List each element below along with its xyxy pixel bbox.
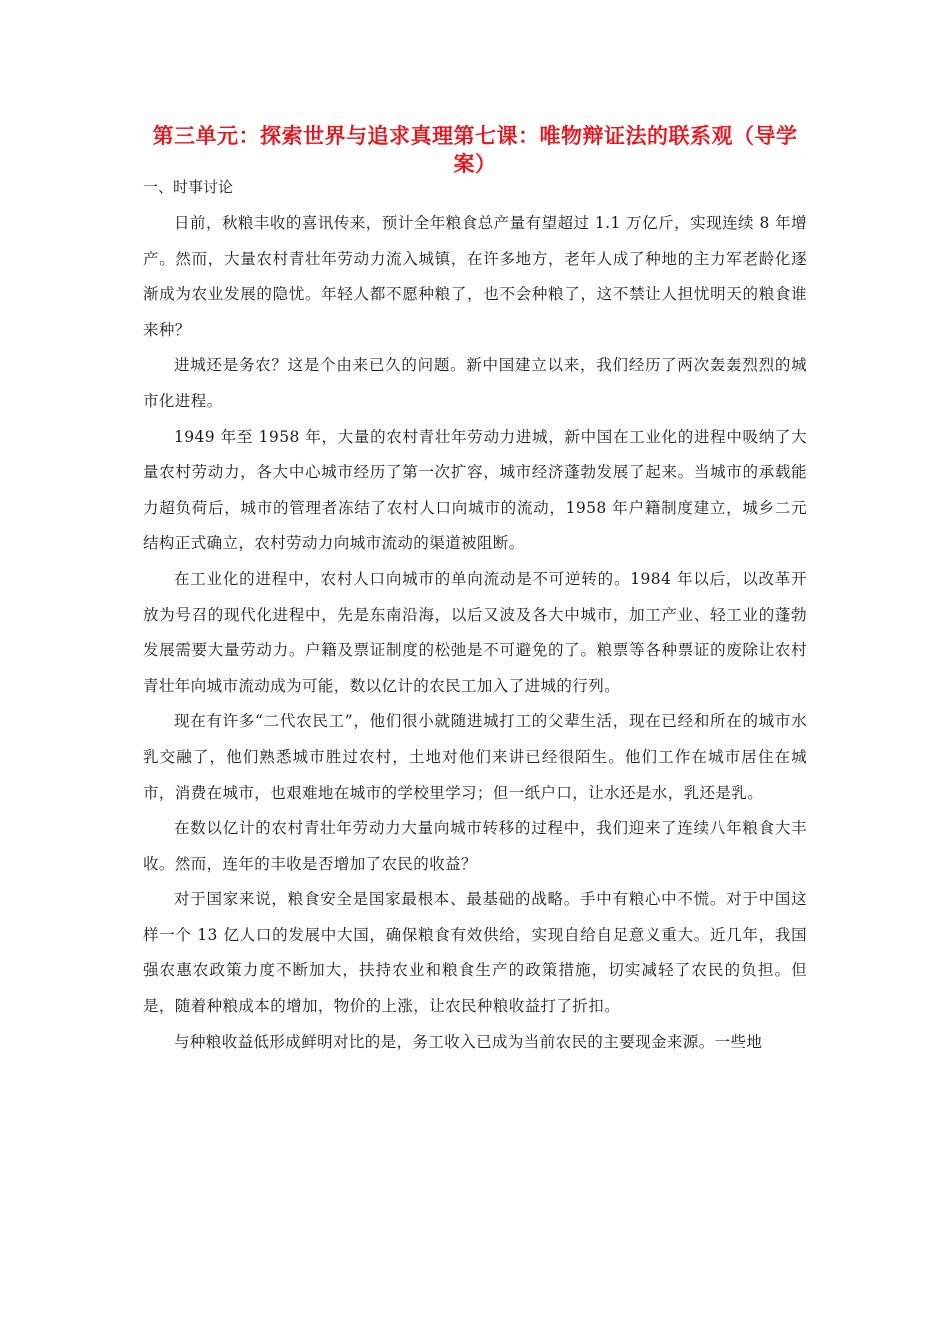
paragraph: 日前，秋粮丰收的喜讯传来，预计全年粮食总产量有望超过 1.1 万亿斤，实现连续 8 年增产。然而，大量农村青壮年劳动力流入城镇，在许多地方，老年人成了种地的主力军老龄化逐渐成为农业发展的隐忧。年轻人都不愿种粮了，也不会种粮了，这不禁让人担忧明天的粮食谁来种？	[143, 214, 807, 339]
paragraph: 对于国家来说，粮食安全是国家最根本、最基础的战略。手中有粮心中不慌。对于中国这样一个 13 亿人口的发展中大国，确保粮食有效供给，实现自给自足意义重大。近几年，我国强农惠农政策力度不断加大，扶持农业和粮食生产的政策措施，切实减轻了农民的负担。但是，随着种粮成本的增加，物价的上涨，让农民种粮收益打了折扣。	[143, 890, 807, 1016]
paragraph: 现在有许多“二代农民工”，他们很小就随进城打工的父辈生活，现在已经和所在的城市水乳交融了，他们熟悉城市胜过农村，土地对他们来讲已经很陌生。他们工作在城市居住在城市，消费在城市，也艰难地在城市的学校里学习；但一纸户口，让水还是水，乳还是乳。	[143, 712, 807, 802]
body-text	[143, 206, 807, 1060]
paragraph: 与种粮收益低形成鲜明对比的是，务工收入已成为当前农民的主要现金来源。一些地	[174, 1032, 763, 1051]
paragraph: 1949 年至 1958 年，大量的农村青壮年劳动力进城，新中国在工业化的进程中吸纳了大量农村劳动力，各大中心城市经历了第一次扩容，城市经济蓬勃发展了起来。当城市的承载能力超负荷后，城市的管理者冻结了农村人口向城市的流动，1958 年户籍制度建立，城乡二元结构正式确立，农村劳动力向城市流动的渠道被阻断。	[143, 427, 807, 553]
paragraph: 进城还是务农？这是个由来已久的问题。新中国建立以来，我们经历了两次轰轰烈烈的城市化进程。	[143, 356, 807, 410]
section-heading: 一、时事讨论	[143, 178, 234, 196]
paragraph: 在数以亿计的农村青壮年劳动力大量向城市转移的过程中，我们迎来了连续八年粮食大丰收。然而，连年的丰收是否增加了农民的收益？	[143, 819, 807, 873]
paragraph: 在工业化的进程中，农村人口向城市的单向流动是不可逆转的。1984 年以后，以改革开放为号召的现代化进程中，先是东南沿海，以后又波及各大中城市，加工产业、轻工业的蓬勃发展需要大量劳动力。户籍及票证制度的松弛是不可避免的了。粮票等各种票证的废除让农村青壮年向城市流动成为可能，数以亿计的农民工加入了进城的行列。	[143, 569, 807, 695]
page-title: 第三单元：探索世界与追求真理第七课：唯物辩证法的联系观（导学案）	[152, 124, 798, 176]
